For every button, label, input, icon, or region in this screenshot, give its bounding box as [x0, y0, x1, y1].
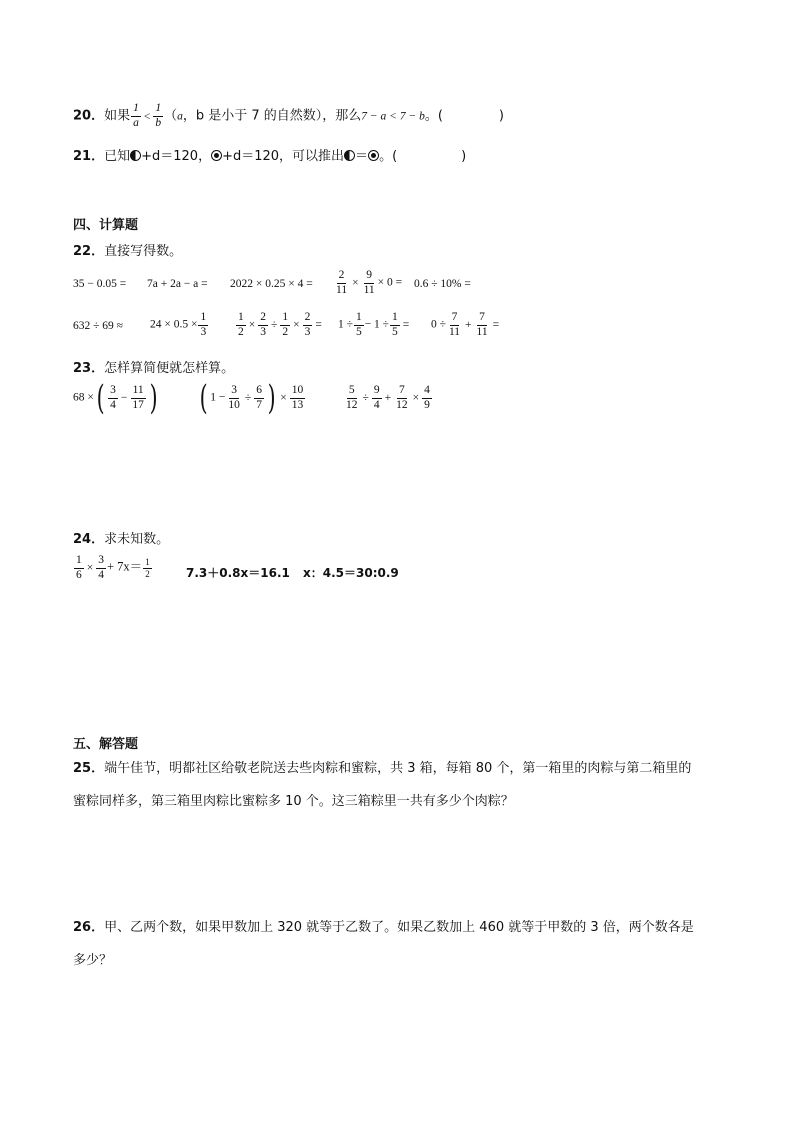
denominator: 10 — [228, 398, 240, 411]
bullseye-symbol-icon — [368, 150, 379, 161]
denominator: 4 — [98, 568, 104, 581]
question-text: 怎样算简便就怎样算。 — [104, 361, 235, 376]
half-moon-symbol-icon — [344, 150, 355, 161]
numerator: 7 — [477, 312, 487, 326]
question-text: ，b 是小于 7 的自然数），那么 — [182, 108, 362, 124]
q24-equation-2: 7.3＋0.8x＝16.1 — [186, 566, 290, 580]
q22-item-1: 35 − 0.05 = — [73, 278, 127, 290]
numerator: 6 — [254, 385, 264, 399]
expression-head: 68 × — [73, 391, 94, 404]
denominator: 4 — [110, 398, 116, 411]
q22-item-4 — [333, 270, 402, 296]
section-title-word-problems: 五、解答题 — [73, 737, 139, 752]
half-moon-symbol-icon — [130, 150, 141, 161]
denominator: 11 — [476, 325, 488, 338]
denominator: 5 — [392, 325, 398, 338]
numerator: 3 — [229, 385, 239, 399]
denominator: 13 — [291, 398, 304, 411]
denominator: 12 — [346, 398, 358, 411]
numerator: 4 — [422, 385, 432, 399]
q22-item-5: 0.6 ÷ 10% = — [414, 278, 471, 290]
bullseye-symbol-icon — [211, 150, 222, 161]
q22-item-3: 2022 × 0.25 × 4 = — [230, 278, 313, 290]
numerator: 1 — [280, 312, 290, 326]
denominator: 11 — [363, 283, 375, 296]
variable-a: a — [177, 110, 183, 123]
question-26 — [73, 911, 723, 977]
numerator: 5 — [347, 385, 357, 399]
q22-item-2: 7a + 2a − a = — [147, 278, 208, 290]
numerator: 3 — [108, 385, 118, 399]
question-text: 。( — [424, 108, 443, 124]
fraction-1-over-b: $\frac{1}{b}$ — [155, 102, 162, 129]
denominator: 17 — [132, 398, 144, 411]
q22-item-9: 1 ÷ $\frac{1}{5}$ − 1 ÷ $\frac{1}{5}$ = — [338, 311, 410, 338]
question-line: 蜜粽同样多，第三箱里肉粽比蜜粽多 10 个。这三箱粽里一共有多少个肉粽？ — [73, 794, 514, 809]
denominator: 6 — [76, 568, 82, 581]
inequality: 7 − a < 7 − b — [361, 110, 425, 123]
numerator: 3 — [96, 555, 106, 569]
numerator: 1 — [145, 556, 150, 567]
question-text: （ — [164, 108, 178, 124]
numerator: 9 — [372, 385, 382, 399]
operator: × — [352, 276, 359, 289]
question-line — [73, 752, 723, 785]
numerator: 2 — [303, 312, 313, 326]
question-25 — [73, 752, 723, 818]
question-line — [73, 911, 723, 944]
numerator: 1 — [236, 312, 246, 326]
less-than-sign: < — [143, 110, 151, 123]
expression-mid: + 7x＝ — [107, 559, 143, 574]
denominator: 7 — [256, 398, 262, 411]
denominator: 2 — [238, 325, 244, 338]
denominator: 3 — [200, 325, 207, 338]
numerator: 2 — [337, 270, 347, 284]
question-number: 26． — [73, 920, 105, 935]
q22-item-10: 0 ÷ $\frac{7}{11}$ + $\frac{7}{11}$ = — [431, 311, 500, 338]
fraction-1-over-a: $\frac{1}{a}$ — [133, 102, 139, 129]
denominator: 12 — [396, 398, 408, 411]
q22-item-8: $\frac{1}{2}$ × $\frac{2}{3}$ ÷ $\frac{1}{2}$ × $\frac{2}{3}$ = — [238, 311, 322, 338]
question-text: ＝ — [355, 149, 369, 164]
q24-equation-1: $\frac{1}{6}$ × $\frac{3}{4}$ + 7x＝ $\frac{1}{2}$ — [76, 554, 150, 581]
question-text: +d＝120，可以推出 — [222, 149, 345, 164]
question-24 — [73, 528, 169, 547]
question-text: 如果 — [104, 108, 131, 124]
q22-item-7 — [150, 312, 209, 338]
section-title-calculation: 四、计算题 — [73, 218, 139, 233]
question-number: 21． — [73, 149, 105, 164]
numerator: 11 — [131, 385, 146, 399]
question-20 — [73, 103, 504, 129]
question-text: ) — [461, 149, 467, 164]
numerator: 1 — [198, 312, 208, 326]
expression-head: 24 × 0.5 × — [150, 318, 198, 331]
expression-tail: × 0 = — [377, 276, 403, 289]
numerator: 2 — [258, 312, 268, 326]
denominator: 3 — [260, 325, 266, 338]
numerator: 10 — [290, 385, 306, 399]
numerator: 7 — [450, 312, 460, 326]
numerator: 9 — [364, 270, 374, 284]
q23-expr-1: 68 ×( $\frac{3}{4}$ − $\frac{11}{17}$ ) — [73, 378, 158, 418]
q23-expr-3: $\frac{5}{12}$ ÷ $\frac{9}{4}$ + $\frac{7}{12}$ × $\frac{4}{9}$ — [346, 384, 430, 411]
question-number: 24． — [73, 532, 105, 547]
question-22 — [73, 240, 182, 259]
q22-item-6: 632 ÷ 69 ≈ — [73, 320, 123, 332]
question-number: 25． — [73, 761, 105, 776]
numerator: 1 — [74, 555, 84, 569]
question-text: 端午佳节，明都社区给敬老院送去些肉粽和蜜粽，共 3 箱，每箱 80 个，第一箱里的肉粽与第二箱里的 — [104, 761, 692, 776]
denominator: 3 — [304, 325, 311, 338]
expression-head: 1 − — [210, 391, 226, 404]
question-23 — [73, 357, 234, 376]
question-21 — [73, 145, 466, 164]
expression-head: 0 ÷ — [431, 318, 446, 331]
question-text: 求未知数。 — [104, 532, 170, 547]
question-number: 20． — [73, 108, 105, 124]
question-text: ) — [498, 108, 504, 124]
question-text: +d＝120， — [141, 149, 212, 164]
question-line: 多少？ — [73, 953, 113, 968]
numerator: 1 — [354, 312, 364, 326]
denominator: 11 — [336, 283, 348, 296]
denominator: 2 — [282, 325, 289, 338]
q24-equation-3: x：4.5＝30:0.9 — [303, 566, 399, 580]
question-text: 直接写得数。 — [104, 244, 183, 259]
denominator: 11 — [448, 325, 461, 338]
question-text: 已知 — [104, 149, 131, 164]
numerator: 7 — [397, 385, 407, 399]
denominator: 2 — [145, 568, 150, 579]
question-number: 23． — [73, 361, 105, 376]
denominator: 4 — [373, 398, 380, 411]
q23-expr-2: ( 1 − $\frac{3}{10}$ ÷ $\frac{6}{7}$ ) × $\frac{10}{13}$ — [199, 378, 304, 418]
denominator: 5 — [355, 325, 362, 338]
numerator: 1 — [390, 312, 400, 326]
expression-mid: − 1 ÷ — [364, 318, 389, 331]
denominator: 9 — [424, 398, 430, 411]
question-text: 。( — [379, 149, 398, 164]
question-number: 22． — [73, 244, 105, 259]
question-text: 甲、乙两个数，如果甲数加上 320 就等于乙数了。如果乙数加上 460 就等于甲数的 3 倍，两个数各是 — [104, 920, 694, 935]
expression-head: 1 ÷ — [338, 318, 353, 331]
